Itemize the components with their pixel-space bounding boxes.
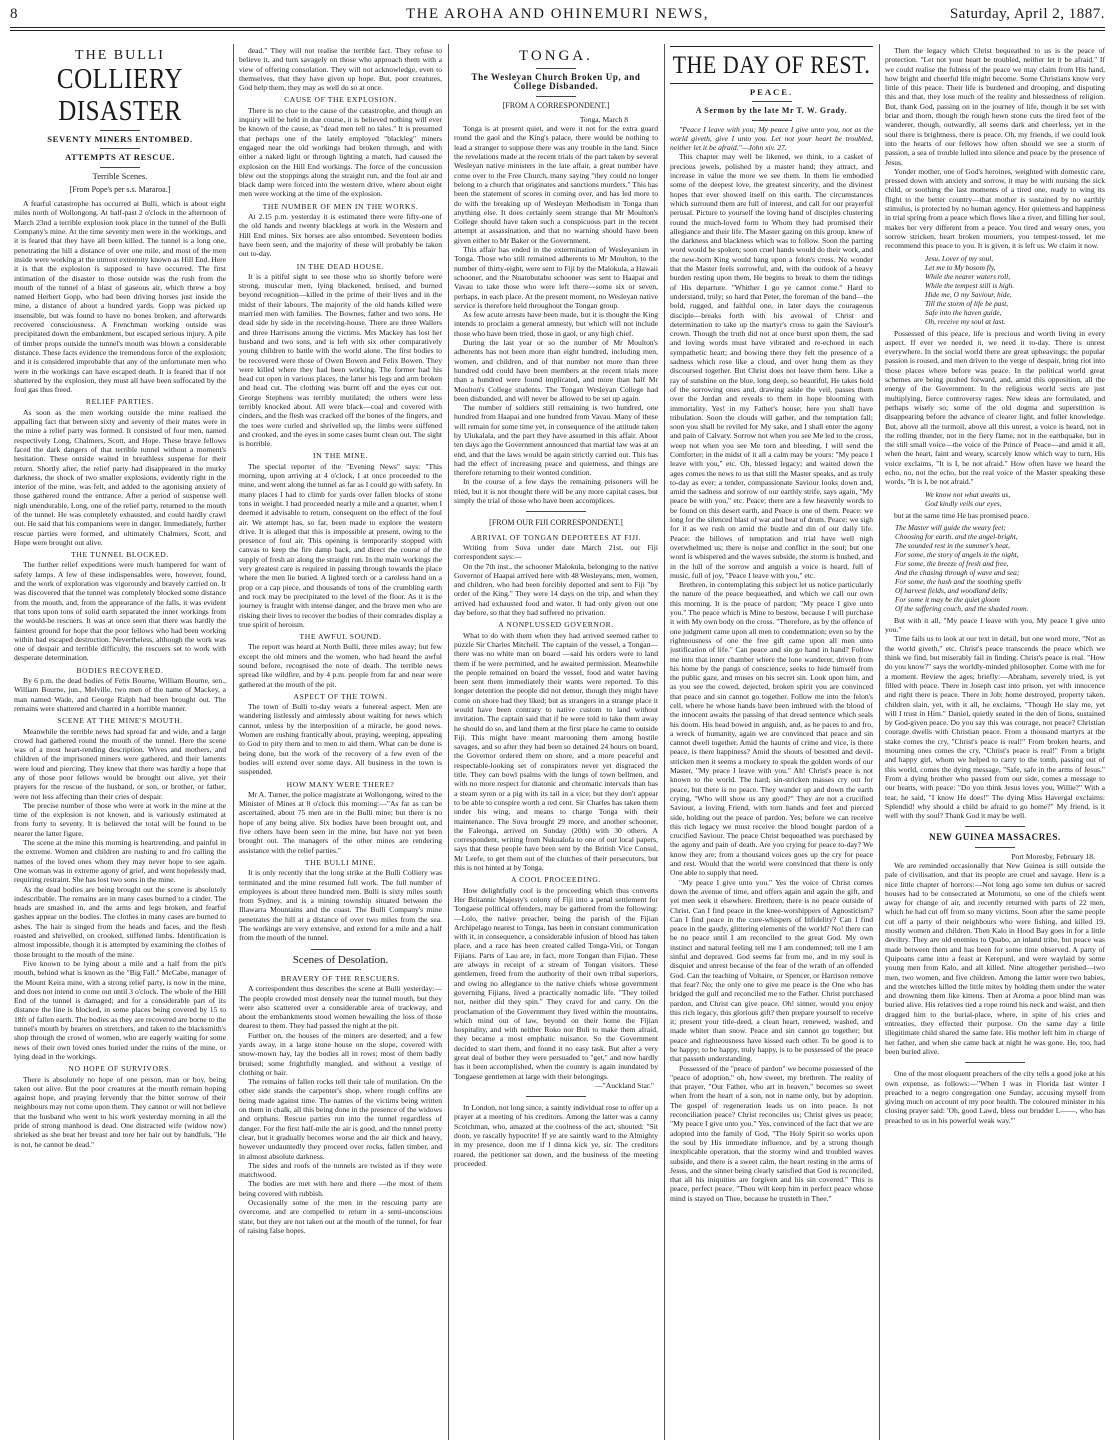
hymn-verse: The Master will guide the weary feet; Choosing for earth, and the angel-bright, The sounded rest in the summer's heat, For some, the story of angels in the night, For some, the breeze of fresh and free, And the chasing through of wave and sea; For some, the hush and the soothing spells Of harvest fields, and woodland dells; For some it may be the quiet gloom Of the suffering couch, and the shaded room. xyxy=(895,522,1029,613)
paragraph: Tonga is at present quiet, and were it not for the extra guard round the gaol and the King's palace, there would be nothing to lead a stranger to suppose there was any trouble in the land. Since the revelations made at the recent trials of the part taken by several Wesleyan native ministers in the late affair, a great number have come over to the Free Church, many saying "they could no longer belong to a church that originates and sanctions murders." This has been the statement of scores in coming over, and has led more to do with the breaking up of Wesleyan Methodism in Tonga than anything else. It does certainly seem strange that Mr Moulton's College should have taken such a conspicuous part in the recent attempt at assassination, and that no warning should have been given either to Mr Baker or the Government. xyxy=(454,124,658,245)
column-2 xyxy=(239,46,442,1438)
scripture-quote: "Peace I leave with you; My peace I give unto you, not as the world giveth, give I unto you. Let not your heart be troubled, neither let it be afraid."—John xiv. 27. xyxy=(670,124,873,153)
section-heading: A NONPLUSSED GOVERNOR. xyxy=(498,620,614,630)
dateline: Port Moresby, February 18. xyxy=(1011,851,1095,861)
column-separator xyxy=(664,44,665,1440)
section-heading: SCENE AT THE MINE'S MOUTH. xyxy=(57,716,183,726)
article-credit: —"Auckland Star." xyxy=(595,1080,654,1090)
paragraph: There is absolutely no hope of one person, man or boy, being taken out alive. But the poor creatures at the mouth remain hoping against hope, and praying fervently that the bitter sorrow of their neighbours may not come upon them. They cannot or will not believe that the husband who went to his work yesterday morning in all the pride of strong manhood is dead. One distracted wife (widow now) shrieked as she beat her breast and tore her hair out by handfuls, "He is not, he cannot be dead." xyxy=(14,1074,226,1149)
masthead-rule-thin xyxy=(10,30,1105,31)
column-separator xyxy=(233,44,234,1440)
masthead xyxy=(10,6,1105,26)
paragraph: "My peace I give unto you." Yes the voice of Christ comes down the avenue of time, and offers again and again the gift, and yet men seek it elsewhere. Brethren, there is no peace outside of Christ. Can I find peace in the knee-worshippers of Agnosticism? Can I find peace in the cure-whispers of Infidelity? Can I find peace in the gaudy, glittering elements of the world? No! there can be no peace until I am reconciled to the great God. My own instinct and natural feeling tell me I am condemned; tell me I am sinful and depraved. God seems far from me, and in my soul is disquiet and unrest because of the fear of the wrath of an offended God. Can the teaching of Voltaire, or Spencer, or Harrison remove that fear? No; the only one to give me peace is the One who has bridged the gulf and reconciled me to the Father. Christ purchased pardon, and Christ can give peace. Oh! sinner, would you enjoy this rich legacy, this glorious gift? then prepare yourself to receive it; present your title-deed, a clean heart, renewed, washed, and made whiter than snow. Peace and sin cannot go together; but peace and righteousness have kissed each other. To be good is to be happy; to be happy, truly happy, is to be possessed of the peace that passeth understanding. xyxy=(670,877,873,1064)
masthead-rule xyxy=(10,27,1105,28)
paragraph: During the last year or so the number of Mr Moulton's adherents has not been more than eight hundred, including men, women, and children, and of that number not more than three hundred odd could have been members at the recent trials more than a hundred were found implicated, and more than half Mr Moulton's College students. The Tongan Wesleyan College had been disbanded, and will never be allowed to be set up again. xyxy=(454,338,658,403)
section-heading: CAUSE OF THE EXPLOSION. xyxy=(284,95,397,105)
column-1 xyxy=(14,46,226,1438)
section-heading: THE AWFUL SOUND. xyxy=(299,632,382,642)
paragraph: The town of Bulli to-day wears a funereal aspect. Men are wandering listlessly and aimlessly about waiting for news which cannot, unless by the interposition of a miracle, be good news. Women are rushing frantically about, praying, weeping, appealing to God to pity them and to men to aid them. What can be done is being done, but the work of the recovery of a few even of the bodies will extend over some days. All business in the town is suspended. xyxy=(239,702,442,777)
paragraph: There is no clue to the cause of the catastrophe, and though an inquiry will be held in due course, it is believed nothing will ever be known of the cause, as "dead men tell no tales." It is presumed that perhaps one of the lately employed "blackleg" miners engaged near the old workings had broken through, and with either a naked light or through lighting a match, had caused the explosion on the Hill End workings. The force of the concussion blew out the stoppings along the straight run, and the foul air and black damp were forced into the western drive, where about eight men were working at the time of the explosion. xyxy=(239,105,442,199)
paragraph: but at the same time He has promised peace. xyxy=(894,510,1030,520)
paragraph: Then the legacy which Christ bequeathed to us is the peace of protection. "Let not your heart be troubled, neither let it be afraid." If we could realise the fulness of the peace we may claim from His hand, how bright and cheerful life might become. Some Christians know very little of this peace. Their life is burdened and drooping, and disputing this and that, they lose much of the reality and blessedness of religion. But, thank God, passing on in the journey of life, though it be set with briar and thorn, though the rough hewn stone cuts the tired feet of the wanderer, though, outwardly, all seems dark and cheerless, yet in the soul there is brightness, there is peace. Oh, my friends, if we could look into the hearts of our fellows how often should we see a storm of passion, a sea of trouble lulled into silence and peace by the presence of Jesus. xyxy=(885,46,1105,167)
article-subheading: ATTEMPTS AT RESCUE. xyxy=(64,152,175,163)
paragraph: Meanwhile the terrible news had spread far and wide, and a large crowd had gathered round the mouth of the tunnel. Here the scene was of a most heart-rending description. Wives and mothers, and children of the imprisoned miners were gathered, and their laments were loud and piercing. They knew that there was hardly a hope that any of those poor fellows would be brought out alive, yet their prayers for the rescue of the husband, or son, or brother, or father, were not less affecting than their cries of despair. xyxy=(14,726,226,801)
paragraph: A correspondent thus describes the scene at Bulli yesterday:—The people crowded most densely near the tunnel mouth, but they were also scattered over a considerable area of trackway, and about the embankments stood women bewailing the loss of those dearest to them. They had passed the night at the pit. xyxy=(239,984,442,1031)
column-5 xyxy=(885,46,1105,1438)
paragraph: The bodies are met with here and there —the most of them being covered with rubbish. xyxy=(239,1179,442,1198)
page-number: 8 xyxy=(10,6,18,22)
section-heading: RELIEF PARTIES. xyxy=(85,397,155,407)
article-source: [FROM OUR FIJI CORRESPONDENT.] xyxy=(489,518,623,528)
paragraph: The number of soldiers still remaining is two hundred, one hundred from Haapai and one hundred from Vavau. Many of these will remain for some time yet, in consequence of the attitude taken by Ulukalala, and the part they have assumed in this affair. About ten days ago the Government announced that martial law was at an end, and that the laws would be again strictly carried out. This has had the effect of increasing peace and quietness, and things are therefore returning to their wonted condition. xyxy=(454,403,658,478)
paragraph: Occasionally some of the men in the rescuing party are overcome, and are compelled to return in a semi-unconscious state, but they are not taken out at the mouth of the tunnel, for fear of raising false hopes. xyxy=(239,1198,442,1235)
article-subheading: Terrible Scenes. xyxy=(92,170,148,181)
paragraph: Brethren, in contemplating this subject let us notice particularly the nature of the peace bequeathed, and which we call our own this morning. It is the peace of pardon; "My peace I give unto you." The peace which is Mine to bestow, because I will purchase it with My own body on the cross. "Therefore, as by the offence of one judgment came upon all men to condemnation; even so by the righteousness of one the free gift came upon all men unto justification of life." Can peace and sin go hand in hand? Follow me into that inner chamber where the lone wanderer, driven from his home by the pangs of conscience, seeks to hide himself from the public gaze, and muses on his secret sin. Look upon him, and as you see the cowed, dejected, broken spirit you are convinced that peace and sin cannot go together. Follow me into the felon's cell, where he whose hands have been imbrued with the blood of the innocent awaits the passing of that dread sentence which seals his doom. His head bowed in anguish, and, as he paces to and fro, a wreck of humanity, again we are convinced that peace and sin cannot dwell together. Amid the haunts of crime and vice, is there peace, is there happiness? Amid the shouts of besotted and devil-stricken men it seems a mockery to speak the golden words of our Master, "My peace I leave with you." Ah! Christ's peace is not known to the world. The hard, sin-stricken masses cry out for peace, but there is no peace. They wander up and down the earth crying, "Who will show us any good?" They are not a crucified Saviour, a loving Friend, with torn hands and feet and pierced side, holding out the peace of pardon. Yes; before we can receive this rich legacy we must receive the blood bought pardon of a crucified Saviour. The peace Christ bequeathed was purchased by the agony and pain of death. Are you crying for peace to-day? We know they are; from a thousand voices goes up the cry for peace and rest. Would that the world were convinced that there is only One able to supply that need. xyxy=(670,580,873,878)
paragraph: The report was heard at North Bulli, three miles away; but few except the old miners and the women, who had heard the awful sound before, recognised the note of death. The terrible news spread like wildfire, and by 4 p.m. people from far and near were gathered at the mouth of the pit. xyxy=(239,642,442,689)
article-source: [From Pope's per s.s. Mararoa.] xyxy=(69,184,171,194)
paragraph: This affair has ended in the extermination of Wesleyanism in Tonga. Those who still remained adherents to Mr Moulton, to the number of thirty-eight, were sent to Fiji by the Malokula, a Hawaii schooner, and the Nuatobutabu schooner was sent to Haapai and Vavau to take those who were left there—some six or seven, perhaps, in each place. At the present moment, no Wesleyan native service is therefore held throughout the Tongan group. xyxy=(454,245,658,310)
paragraph: How delightfully cool is the proceeding which thus converts Her Britannic Majesty's colony of Fiji into a penal settlement for Tongaese political offenders, may be gathered from the following:—Lolo, the native preacher, being the parish of the Fijian Archipelago nearest to Tonga, has been in constant communication with it, in consequence, a considerable infusion of blood has taken place, and a race has been created called Tonga-Viti, or Tongan Fijians. Parts of Lau are, in fact, more Tongan than Fijian. These are always in receipt of a stream of Tongan visitors. These gentlemen, freed from the authority of their own tribal superiors, and owing no allegiance to the native chiefs whose government governing Fijians, lived a practically nomadic life. "They toiled not, neither did they spin." They cravd for and carry. On the proclamation of the Government they lived within the mountains, which mind out of law, beyond on their home the Fijian hospitality, and with neither Roko nor Buli to make them afraid, they became a most emphatic nuisance. So the Government decided to start them, and found it no easy task. But after a very great deal of bother they were persuaded to "get," and now hardly has it been accomplished, when the country is again inundated by Tongaese gentlemen at large with their belongings. xyxy=(454,885,658,1081)
paragraph: Time fails us to look at our text in detail, but one word more, "Not as the world giveth," etc. Christ's peace transcends the peace which we think we find, but miserably fail in finding. Christ's peace is real. "How do you know?" says the worldly-minded philosopher. Come with me for a moment. Review the ages; briefly:—Abraham, severely tried, is yet filled with peace. There in Joseph cast into prison, yet with innocence and right there is peace. There in Job: home destroyed, property taken, children slain, yet, with it all, he exclaims, "Though He slay me, yet will I trust in Him." Daniel, quietly seated in the den of lions, sustained by God-given peace. Do you say this was courage, not peace? Christian courage dwells with Christian peace. From a thousand martyrs at the stake comes the cry, "Christ's peace is real!" From broken hearts, and mourning ones comes the cry, "Christ's peace is real!" From a bright and happy girl, whom we helped to carry to the tomb, passing out of this world, comes the dying message, "Safe, safe in the arms of Jesus." From a dying brother who passed from our side, comes a message to our hearts, with peace: "Do you think Jesus loves you, Willie?" With a tear, he said, "I know He does!" The dying Miss Havergal exclaims: Splendid! why should a child be afraid to go home?" My friend, is it well with thy soul? Thank God it may be well. xyxy=(885,634,1105,821)
section-heading: HOW MANY WERE THERE? xyxy=(286,779,395,789)
article-headline: TONGA. xyxy=(519,48,593,64)
paragraph: Five known to be lying about a mile and a half from the pit's mouth, behind what is known as the "Big Fall." McCabe, manager of the Mount Keira mine, with a strong relief party, is now in the mine, and does not intend to come out until 3 o'clock. The whole of the Hill End of the tunnel is damaged; and for a considerable part of its distance the line is blocked, in some places being covered by 15 to 18ft of fallen earth. The bodies as they are recovered are borne to the tunnel's mouth by bearers on stretchers, and taken to the blacksmith's shop through the crowd of women, who are eagerly waiting for some news of their own loved ones buried under the ruins of the mine, or lying dead in the workings. xyxy=(14,958,226,1061)
section-heading: ASPECT OF THE TOWN. xyxy=(293,691,388,701)
article-subheading: PEACE. xyxy=(749,87,794,97)
paragraph: Possessed of the "peace of pardon" we become possessed of the "peace of adoption," oh, how sweet, my brethren. The reality of that prayer, "Our Father, who art in heaven," becomes so sweet when from the heart of a son, not in name only, but by adoption. The gospel of regeneration leads us on into peace. Is not reconciliation peace? Christ reconciles us; Christ gives us peace; "My peace I give unto you." Yes, convinced of the fact that we are adopted into the family of God, "The Holy Spirit so works upon the soul by His immediate influence, and by a strong though inexplicable operation, that the stormy wind and troubled waves subside, and there is a sweet calm, the heart resting in the arms of Jesus, and the sinner being clearly satisfied that God is reconciled, that all his iniquities are forgiven and his sin covered." This is peace, perfect peace. "Thou wilt keep him in perfect peace whose mind is stayed on Thee, because he trusteth in Thee." xyxy=(670,1063,873,1203)
section-heading: ARRIVAL OF TONGAN DEPORTEES AT FIJI. xyxy=(470,532,642,542)
newspaper-title: THE AROHA AND OHINEMURI NEWS, xyxy=(405,6,710,22)
paragraph: What to do with them when they had arrived seemed rather to puzzle Sir Charles Mitchell. The captain of the vessel, a Tongan—there was no white man on board —said his orders were to land them if he were permitted, and he awaited permission. Meanwhile the people remained on board the vessel, food and water having been sent them immediately their wants were reported. To this longer detention the people did not demur, though they might have come on shore had they liked; but as strangers in a strange place it would have been contrary to native custom to land without invitation. The captain said that if he were told to take them away he should do so, and land them at the first place he came to outside Fiji. This might have meant marooning them among hostile savages, and so after they had been so detained 24 hours on board, the Governor ordered them on shore, and a more peaceful and respectable-looking set of conspirators never yet disgraced the title. They can bowl psalms with the lungs of town bellmen, and with no more respect for diatonic and chromatic intervals than has a steam syren or a pig with its tail in a vice; but they don't appear to be able to conspire worth a red cent. Sir Charles has taken them under his wing, and means to charge Tonga with their maintenance. The Suva brought 29 more, and another schooner, the Faleonga, arrived on Sunday (20th) with 30 others. A correspondent, writing from Nukualofa to one of our local papers, says that these people have been sent by the British Vice Consul, Mr Leefe, to get them out of the clutches of their persecutors, but this is not hinted at by Tonga. xyxy=(454,630,658,873)
column-4 xyxy=(670,46,873,1438)
article-headline: NEW GUINEA MASSACRES. xyxy=(929,832,1061,843)
paragraph: The sides and roofs of the tunnels are twisted as if they were matchwood. xyxy=(239,1160,442,1180)
paragraph: We are reminded occasionally that New Guinea is still outside the pale of civilisation, and that its people are cruel and savage. Here is a nice little chapter of horrors:—Not long ago some ten dubus or sacred houses had to be consecrated at Motumotu, so one of the chiefs went away for change of air, and recently returned with parts of 22 men, which he had cut off from so many victims. Soon after the same people cut off a party of their neighbours who were fishing, and killed 19, mostly women and children. Then Kalo in Hood Bay goes in for a little deviltry. They are old enemies to Quabo, an inland tribe, but peace was made between them and has been for some time observed. A party of Quipoans came into a feast at Kerepunl, and were waylaid by some young men from Kalo, and all killed. Nine altogether perished—two men, two women, and five children. Among the latter were two babies, and the wretches killed the little mites by holding them under the water and drowning them like kittens. Then at Aroma a poor blind man was buried alive. His relatives tied a rope round his neck and waist, and then dragged him to the burial-place, where, in spite of his cries and entreaties, they effected their purpose. On the same day a little illegitimate child shared the same fate. His mother left him in charge of her father, and when she came back at night he was gone. He, too, had been buried alive. xyxy=(885,861,1105,1056)
paragraph: Writing from Suva under date March 21st, our Fiji correspondent says:— xyxy=(454,542,658,562)
paragraph: As few acute arrests have been made, but it is thought the King intends to proclaim a general amnesty, but which will not include those who have been tried, those in gaol, or any high chief. xyxy=(454,310,658,338)
paragraph: By 6 p.m. the dead bodies of Felix Bourne, William Bourne, sen., William Bourne, jun., Melville, two men of the name of Mackey, a man named Wade, and George Ralph had been brought out. The remains were shattered and charred in a horrible manner. xyxy=(14,676,226,713)
paragraph: Yonder mother, one of God's heroines, weighted with domestic care, pressed down with anxiety and sorrow, it may be with nursing the sick child, or soothing the last moments of a tired one, ready to wing its flight to the better country—that mother is sustained by no earthly stimulus, is protected by no human agency. Her quietness and happiness in trial spring from a peace which flows like a river, and filling her soul, makes her very different from a peace. You tired and weary ones, you sorrow stricken, heart broken mourners, you tempest-tossed, let me recommend this peace to you. It is given, it is left us. We claim it now. xyxy=(885,166,1105,251)
article-headline: COLLIERY DISASTER xyxy=(56,63,184,128)
column-separator xyxy=(879,44,880,1440)
section-heading: THE NUMBER OF MEN IN THE WORKS. xyxy=(262,201,419,211)
paragraph: It is only recently that the long strike at the Bulli Colliery was terminated and the mine resumed full work. The full number of employees is about three hundred men. Bulli is sixty miles south from Sydney, and is a mining township situated between the Illawarra Mountains and the coast. The Bulli Company's mine penetrates the hill at a distance of over two miles from the sea. The workings are very extensive, and extend for a mile and a half from the mouth of the tunnel. xyxy=(239,868,442,943)
section-heading: THE BULLI MINE. xyxy=(304,857,377,867)
dateline: Tonga, March 8 xyxy=(579,114,628,124)
paragraph: One of the most eloquent preachers of the city tells a good joke at his own expense, as follows:—"When I was in Florida last winter I preached to a negro congregation one Sunday, accusing myself from giving much on account of my poor health. The coloured minister in his closing prayer said: 'Oh, good Lawd, bless our brudder L——, who has preached to us in his powerful weak way.'" xyxy=(885,1069,1105,1125)
article-subheading: The Wesleyan Church Broken Up, and College Disbanded. xyxy=(471,72,641,92)
paragraph: A fearful catastrophe has occurred at Bulli, which is about eight miles north of Wollongong. At half-past 2 o'clock in the afternoon of March 23nd a terrible explosion took place in the tunnel of the Bulli Company's mine. At the time seventy men were in the workings, and it is feared that they have all been killed. The tunnel is a long one, penetrating the hill a distance of over one mile, and most of the men inside were working at the utmost extremity known as Hill End. Here it is that the explosion is supposed to have occurred. The first intimation of the disaster to those outside was the rush from the mouth of the tunnel of a blast of gaseous air, which threw a boy named Herbert Gopp, who had been driving horses just inside the mine, a distance of about a hundred yards. Gopp was picked up insensible, but was found to have no bones broken, and afterwards recovered consciousness. A Frenchman working outside was precipitated down the embankment, but escaped serious injury. A pile of timber props outside the tunnel's mouth was blown a considerable distance. These facts evidence the tremendous force of the explosion; and it is considered improbable that any of the unfortunate men who were in the workings can have escaped death. It is feared that if not shattered by the explosion, they must all have been suffocated by the foul gas thus freed. xyxy=(14,199,226,395)
paragraph: As soon as the men working outside the mine realised the appalling fact that between sixty and seventy of their mates were in the mine a relief party was formed. It consisted of four men, named respectively Long, Chalmers, Scott, and Hope. These brave fellows faced the dark dangers of that terrible tunnel without a moment's hesitation. These outside waited in breathless suspense for their return. Shortly after, the relief party had disappeared in the murky darkness, the shock of two smaller explosions, evidently right in the interior of the mine, was felt, and added to the agonising anxiety of those gathered round the entrance. After a period of suspense well nigh unendurable, Long, one of the relief party, returned to the mouth of the tunnel. He was completely exhausted, and could hardly crawl out. He said that his companions were in danger. Immediately, further rescue parties were formed, and ultimately Chalmers, Scott, and Hope were brought out alive. xyxy=(14,407,226,547)
paragraph: The special reporter of the "Evening News" says: "This morning, upon arriving at 4 o'clock, I at once proceeded to the mine, and went along the tunnel as far as I could go with safety. In many places I had to climb for yards over fallen blocks of stone tons in weight. I had proceeded nearly a mile and a quarter, when I deemed it advisable to return, consequent on the effect of the foul air. We attempt has, so far, been made to explore the western drive. It is alleged that this is impossible at present, owing to the presence of foul air. This opening is temporarily stopped with canvas to keep the fire damp back, and direct the course of the supply of fresh air along the straight run. In the main workings the very greatest care is required in passing through towards the place where the men lie buried. A lighted torch or a careless hand on a prop or a cap piece, and thousands of tons of the crumbling earth and rock may be precipitated to the level of the floor. As it is the journey is fraught with intense danger, and the brave men who are risking their lives to recover the bodies of their comrades display a true spirit of heroism. xyxy=(239,461,442,629)
section-heading: BRAVERY OF THE RESCUERS. xyxy=(280,973,401,983)
section-heading: A COOL PROCEEDING. xyxy=(510,875,602,885)
section-heading: IN THE MINE. xyxy=(313,451,368,461)
paragraph: In the course of a few days the remaining prisoners will be tried, but it is not thought there will be any more capital cases, but simply the trial of those who have been accomplices. xyxy=(454,477,658,506)
article-kicker: THE BULLI xyxy=(75,48,165,63)
paragraph: As the dead bodies are being brought out the scene is absolutely indescribable. The remains are in many cases burned to a cinder. The heads are smashed in, and the arms and legs broken, and fearful gashes appear on the bodies. The clothes in many cases are burned to ashes. The hair is singed from the heads and faces, and the flesh roasted and shrivelled, on crooked, stiffened limbs. Identification is almost impossible, though it is attempted by examining the clothes of those brought to the mouth of the mine. xyxy=(14,884,226,959)
paragraph: This chapter may well be likened, we think, to a casket of precious jewels, polished by a master hand; they attract, and increase in value the more we see them. In them lie embodied some of the deepest love, the greatest sincerity, and the divinest hopes that ever showed itself on this earth. The circumstances which surround them are full of interest, and call for our prayerful perusal. Picture to yourself the loving band of disciples clustering round the much-loved form to Whom they had promised their allegiance and their life. The Master gazing on this group, knew of the darkness and blackness which was to follow. Soon the parting word would be spoken; soon cruel hands would do their work, and the new-born King would hang upon a felon's cross. No wonder that the Master feels sorrowful, and, with the outlook of a heavy burden resting upon them, He begins to break to them the tidings of His departure. "Whither I go ye cannot come." Hard to understand, truly; so hard that Peter, the foreman of the band—the bold, rugged, and faithful one, in later days the courageous disciple—breaks forth with his avowal of Christ and determination to take up the martyr's cross to gain the Saviour's crown. Though the truth did not at once burst upon them, the sad and loving words must have vibrated and re-echoed in each sympathetic heart; and bowing there they felt the presence of a sadness which rose like a cloud, and over hung them as they discoursed together. But Christ does not leave them here. Like a ray of sunshine on the blue, long deep, so beautiful, He takes hold of the sorrowing ones and, drawing aside the veil, passes them over the Jordan and reveals to them in hope blooming with immortality. Yes! in my Father's house; here you shall have tribulation. Soon the clouds will gather, and the temptation fall; soon you shall be reviled for My sake, and I shall enter the agony and pain of Calvary. Sorrow not when you see Me led to the cross, weep not when you see Me torn and bleeding, I will send the Comforter; in the midst of it all a calm may be yours: "My peace I leave with you," etc. Oh, blessed legacy; and waited down the ages comes the news to us that still the Master speaks, and as truly to-day as ever; a tender, compassionate Saviour looks down and, amid the sadness and sorrow of our earthly strife, says again, "My peace be with you," etc. Peace; there are a few heavenly words to be found on this desert earth, and Peace is one of them. Peace: we long for the silenced blast of war and beat of drum. Peace: we sigh for it as we rush on amid the bustle and din of our daily life. Peace: the billows of temptation and trial have well nigh overwhelmed us; there is noise and conflict in the soul; but one word is whispered and the waves subside, the storm is hushed, and in the lull of the sorrow and anguish a voice is heard, full of music, full of joy, "Peace I leave with you," etc. xyxy=(670,152,873,580)
section-heading: BODIES RECOVERED. xyxy=(76,665,164,675)
paragraph: The scene at the mine this morning is heartrending, and painful in the extreme. Women and children are rushing to and fro calling the names of the loved ones whom they may never hope to see again. One woman was in extreme agony of grief, and went hopelessly mad, requiring restraint. She has lost two sons in the mine. xyxy=(14,838,226,885)
paragraph: The remains of fallen rocks tell their tale of mutilation. On the other side stands the carpenter's shop, where rough coffins are being made against time. The names of the victims being written on them in chalk, all this being done in the presence of the widows and orphans. Rescue parties run into the tunnel regardless of danger. For the first half-mile the air is good, and the tunnel pretty clear, but it gradually becomes worse and the air thick and heavy, however undauntedly they proceed over rocks, fallen timber, and in almost absolute darkness. xyxy=(239,1077,442,1161)
article-source: [FROM A CORRESPONDENT.] xyxy=(502,100,610,110)
paragraph: Mr A. Turner, the police magistrate at Wollongong, wired to the Minister of Mines at 8 o'clock this morning:—"As far as can be ascertained, about 75 men are in the Bulli mine; but there is no hope of any being alive. Six bodies have been brought out, and five others have been seen in the mine, but have not yet been brought out. The managers of the other mines are rendering assistance with the relief parties." xyxy=(239,789,442,855)
issue-date: Saturday, April 2, 1887. xyxy=(949,6,1105,22)
section-heading: IN THE DEAD HOUSE. xyxy=(296,261,385,271)
article-byline: A Sermon by the late Mr T. W. Grady. xyxy=(695,106,848,116)
column-separator xyxy=(448,44,449,1440)
paragraph: The further relief expeditions were much hampered for want of safety lamps. A few of these indispensables were, however, found, and the work of exploration was vigorously and bravely carried on. It was discovered that the tunnel was completely blocked some distance from the mouth, and, from the appearance of the falls, it was evident that tons upon tons of solid earth separated the inner workings from the would-be rescuers. It was at once seen that there was hardly the faintest ground for hope that the poor fellows who had been working within had escaped destruction. Nevertheless, although the work was one of despair and terrible difficulty, the rescuers set to work with desperate determination. xyxy=(14,560,226,663)
column-3 xyxy=(454,46,658,1438)
paragraph: The precise number of those who were at work in the mine at the time of the explosion is not known, and is variously estimated at from forty to seventy. It is believed the total will be found to be nearer the latter figure. xyxy=(14,800,226,838)
section-heading: NO HOPE OF SURVIVORS. xyxy=(68,1064,172,1074)
hymn-verse: We know not what awaits us, God kindly veils our eyes, xyxy=(925,489,1011,508)
hymn-verse: Jesu, Lover of my soul, Let me to My bosom fly, While the nearer waters roll, While the tempest still is high. Hide me, O my Saviour, hide, Till the storm of life be past, Safe into the haven guide, Oh, receive my soul at last. xyxy=(925,253,1015,326)
section-heading: THE TUNNEL BLOCKED. xyxy=(71,550,169,560)
paragraph: It is a pitiful sight to see those who so shortly before were strong, muscular men, lying blackened, bruised, and burned beyond recognition—killed in the prime of their lives and in the midst of their labours. The majority of the old hands killed were married men with families. The Bownes, father and two sons. He dead side by side in the receiving-house. There are three Wallers and three Harrisons among the victims. Mrs Mackey has lost her husband and two sons, and is left with six other comparatively young children to battle with the world alone. The first bodies to be recovered were those of Owen Bowen and Felix Bowen. They were killed where they had been working. The former had his head cut open in various places, the latter his legs and arm broken and head cut. The clothing was burnt off and the eyes cut out. George Stephens was terribly mutilated; the others were less terribly knocked about. All were black—coal and covered with cinders, and the flesh was cracked off the bones of the fingers, and the toes were curled and shrivelled up, the limbs were stiffened and crooked, and the eyes in some cases burnt clean out. The sight is horrible. xyxy=(239,271,442,449)
article-headline: Scenes of Desolation. xyxy=(292,953,389,966)
paragraph: But with it all, "My peace I leave with you, My peace I give unto you." xyxy=(885,615,1105,635)
paragraph: Further on, the houses of the miners are deserted, and a few yards away, in a large stone house on the slope, covered with snow-mown hay, lay the bodies all in rows; most of them badly bruised; some frightfully mangled, and without a vestige of clothing or hair. xyxy=(239,1030,442,1077)
paragraph: At 2.15 p.m. yesterday it is estimated there were fifty-one of the old hands and twenty blacklegs at work in the Western and Hill End mines. Six horses are also entombed. Seventeen bodies have been seen, and the majority of these will probably be taken out to-day. xyxy=(239,212,442,259)
paragraph: dead." They will not realise the terrible fact. They refuse to believe it, and turn savagely on those who approach them with a view of offering consolation. They will not acknowledge, even to themselves, that they have given up hope. But, poor creatures, God help them, they may as well do so at once. xyxy=(239,46,442,93)
article-headline: THE DAY OF REST. xyxy=(672,50,871,79)
paragraph: In London, not long since, a saintly individual rose to offer up a prayer at a meeting of his creditors. Among the latter was a canny Scotchman, who, amazed at the coolness of the act, shouted: "Sit doon, ye rascally hypocrite! If ye are saintly ward to the Almighty in my presence, doon me if I dinna kick ye, sir. The creditors roared, the petitioner sat down, and the business of the meeting proceeded. xyxy=(454,1103,658,1168)
paragraph: On the 7th inst., the schooner Malokula, belonging to the native Governor of Haapai arrived here with 48 Wesleyans, men, women, and children, who had been forcibly deported and sent to Fiji "by order of the King." They were 14 days on the trip, and when they arrived had exhausted food and water. It had only given out one day before, so that they had suffered no privation. xyxy=(454,561,658,618)
article-subheading: SEVENTY MINERS ENTOMBED. xyxy=(47,134,193,144)
paragraph: Possessed of this peace, life is precious and worth living in every aspect. If ever we needed it, we need it to-day. There is unrest everywhere. In the social world there are great upheavings; the popular passion is roused, and men driven to the verge of despair, bring riot into those places where before was peace. In the political world great schemes are being pushed forward, and, amid this opposition, all the energy of the Government. In the religious world sects are just multiplying, fierce controversy rages. New ideas are formulated, and perhaps wisely so; some of the old dogma and superstition is disappearing before the advance of clearer light, and fuller knowledge. But, above all the turmoil, above all this unrest, a voice is heard, not in the rolling thunder, not in the fiery flame, not in the earthquake, but in the still small voice—the voice of the Prince of Peace—and amid it all, when the heart, faint and weary, scarcely know which way to turn, His voice exclaims, "It is I, be not afraid." How often have we heard the echo, no, not the echo, but the real voice of the Master speaking these words, "It is I, be not afraid." xyxy=(885,328,1105,487)
